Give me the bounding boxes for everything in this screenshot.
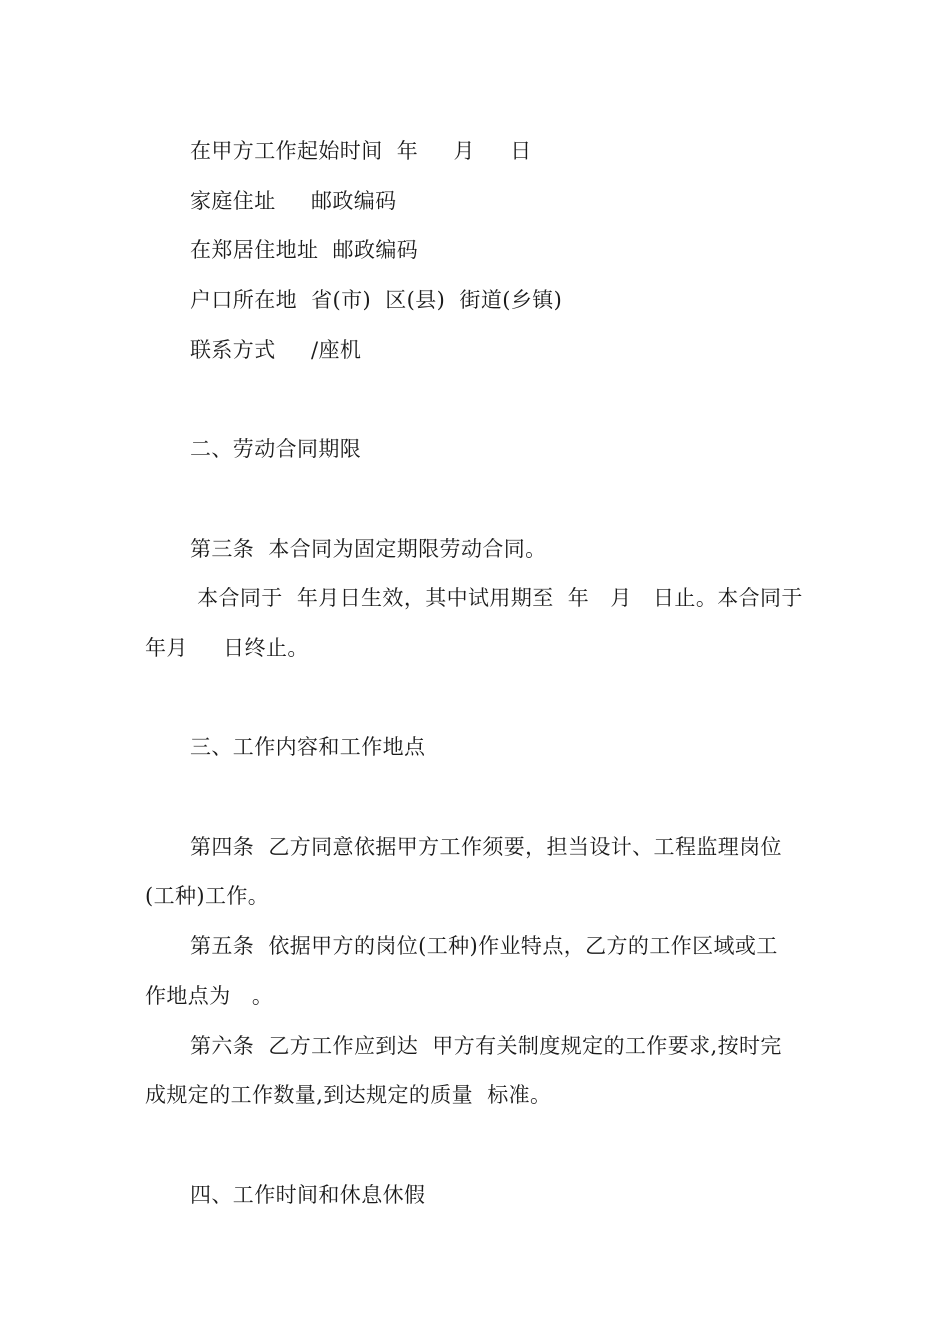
contract-termination-line: 年月 日终止。: [145, 636, 309, 660]
zhengzhou-address-line: 在郑居住地址 邮政编码: [190, 238, 419, 262]
section-heading-contract-term: 二、劳动合同期限: [190, 437, 362, 461]
contract-effective-line: 本合同于 年月日生效，其中试用期至 年 月 日止。本合同于: [190, 586, 803, 610]
contact-line: 联系方式 /座机: [190, 338, 362, 362]
section-heading-working-hours: 四、工作时间和休息休假: [190, 1183, 426, 1207]
household-registration-line: 户口所在地 省(市) 区(县) 街道(乡镇): [190, 288, 563, 312]
article-4-line-2: (工种)工作。: [145, 884, 270, 908]
article-4-line-1: 第四条 乙方同意依据甲方工作须要，担当设计、工程监理岗位: [190, 835, 782, 859]
article-5-line-2: 作地点为 。: [145, 984, 274, 1008]
article-5-line-1: 第五条 依据甲方的岗位(工种)作业特点，乙方的工作区域或工: [190, 934, 778, 958]
article-6-line-1: 第六条 乙方工作应到达 甲方有关制度规定的工作要求,按时完: [190, 1034, 782, 1058]
home-address-line: 家庭住址 邮政编码: [190, 189, 397, 213]
article-3-line: 第三条 本合同为固定期限劳动合同。: [190, 537, 547, 561]
article-6-line-2: 成规定的工作数量,到达规定的质量 标准。: [145, 1083, 552, 1107]
start-date-line: 在甲方工作起始时间 年 月 日: [190, 139, 532, 163]
section-heading-work-content: 三、工作内容和工作地点: [190, 735, 426, 759]
